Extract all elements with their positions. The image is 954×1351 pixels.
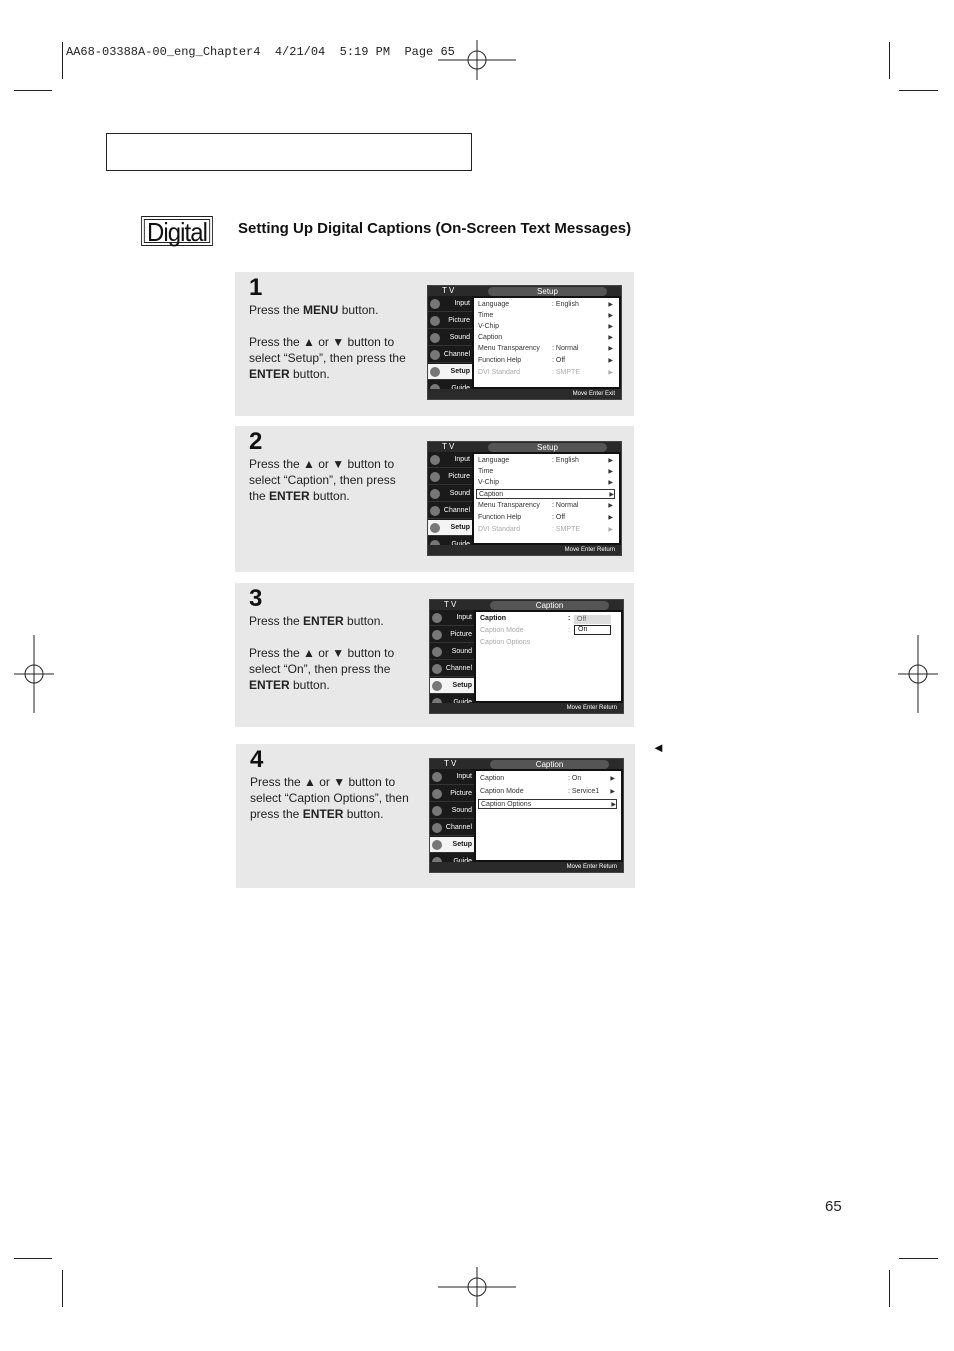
tv-sidebar: [428, 296, 472, 389]
step-1: [235, 272, 634, 416]
menu-title: Caption: [490, 601, 609, 610]
menu-row: Caption Options: [480, 639, 531, 646]
sidebar-item-setup: Setup: [430, 678, 474, 694]
crop-mark: [889, 42, 890, 79]
crop-mark: [62, 42, 63, 79]
menu-title: Setup: [488, 287, 607, 296]
step-3: [235, 583, 634, 727]
menu-row: Caption : On ▶: [480, 775, 615, 782]
step-number: 2: [249, 428, 263, 455]
menu-row: Language : English ▶: [478, 301, 613, 308]
section-title: Setting Up Digital Captions (On-Screen Text Messages): [238, 220, 632, 237]
tv-sidebar: [428, 452, 472, 545]
page-number: 65: [825, 1198, 842, 1215]
crop-mark: [62, 1270, 63, 1307]
sidebar-item-picture: Picture: [428, 313, 472, 329]
crop-mark: [14, 90, 52, 91]
sidebar-item-input: Input: [428, 452, 472, 468]
sidebar-item-setup: Setup: [430, 837, 474, 853]
crop-mark: [14, 1258, 52, 1259]
step-2: [235, 426, 634, 572]
tv-screen: T V Caption Input Picture Sound Channel Setup Caption : On ▶ Caption Mode : Service1 ▶ Caption Options ▶ Move Enter Return: [429, 758, 624, 873]
menu-title: Caption: [490, 760, 609, 769]
step-number: 3: [249, 585, 263, 612]
step-instructions: Press the ▲ or ▼ button to select “Caption Options”, then press the ENTER button.: [250, 775, 409, 821]
sidebar-item-sound: Sound: [428, 330, 472, 346]
sidebar-item-sound: Sound: [428, 486, 472, 502]
menu-help-bar: Move Enter Return: [430, 862, 623, 872]
step-number: 1: [249, 274, 263, 301]
option-off: Off: [574, 615, 611, 624]
menu-row: Caption Mode : Service1 ▶: [480, 788, 615, 795]
step-instructions: Press the ENTER button. Press the ▲ or ▼ button to select “On”, then press the ENTER button.: [249, 614, 395, 692]
tv-sidebar: [430, 610, 474, 703]
registration-mark-icon: [438, 1267, 516, 1307]
crop-mark: [889, 1270, 890, 1307]
chapter-title-box: [106, 133, 472, 171]
menu-row: Function Help : Off ▶: [478, 514, 613, 521]
menu-row: Function Help : Off ▶: [478, 357, 613, 364]
sidebar-item-sound: Sound: [430, 644, 474, 660]
arrow-marker-icon: ◄: [652, 740, 665, 755]
tv-screen: T V Setup Input Picture Sound Channel Setup Language : English ▶ Time ▶ V-Chip ▶ Caption ▶ Menu Transparency : Normal ▶ Function Help : Off ▶ DVI Standard : SMPTE ▶ Move Enter Exit: [427, 285, 622, 400]
sidebar-item-picture: Picture: [430, 786, 474, 802]
sidebar-item-picture: Picture: [430, 627, 474, 643]
menu-row: DVI Standard : SMPTE ▶: [478, 526, 613, 533]
tv-screen: T V Caption Input Picture Sound Channel Setup Caption : Caption Mode : Caption Options Off On Move Enter Return: [429, 599, 624, 714]
menu-row: DVI Standard : SMPTE ▶: [478, 369, 613, 376]
crop-mark: [899, 1258, 938, 1259]
sidebar-item-picture: Picture: [428, 469, 472, 485]
menu-row-selected: Caption Options ▶: [478, 799, 617, 809]
step-instructions: Press the MENU button. Press the ▲ or ▼ button to select “Setup”, then press the ENTER button.: [249, 303, 406, 381]
sidebar-item-channel: Channel: [428, 347, 472, 363]
menu-row: V-Chip ▶: [478, 479, 613, 486]
menu-row: Caption Mode :: [480, 627, 570, 634]
step-4: [236, 744, 635, 888]
menu-panel: [474, 298, 619, 387]
sidebar-item-input: Input: [430, 769, 474, 785]
menu-help-bar: Move Enter Return: [428, 545, 621, 555]
menu-title: Setup: [488, 443, 607, 452]
menu-panel: [476, 771, 621, 860]
menu-panel: [476, 612, 621, 701]
sidebar-item-setup: Setup: [428, 520, 472, 536]
tv-sidebar: [430, 769, 474, 862]
menu-panel: [474, 454, 619, 543]
menu-row: Language : English ▶: [478, 457, 613, 464]
menu-help-bar: Move Enter Exit: [428, 389, 621, 399]
sidebar-item-channel: Channel: [430, 661, 474, 677]
registration-mark-icon: [14, 635, 54, 713]
menu-row: Caption :: [480, 615, 571, 622]
tv-screen: T V Setup Input Picture Sound Channel Setup Language : English ▶ Time ▶ V-Chip ▶ Caption ▶ Menu Transparency : Normal ▶ Function Help : Off ▶ DVI Standard : SMPTE ▶ Move Enter Return: [427, 441, 622, 556]
menu-row: Time ▶: [478, 468, 613, 475]
step-instructions: Press the ▲ or ▼ button to select “Caption”, then press the ENTER button.: [249, 457, 396, 503]
menu-row: Caption ▶: [478, 334, 613, 341]
sidebar-item-sound: Sound: [430, 803, 474, 819]
sidebar-item-input: Input: [430, 610, 474, 626]
sidebar-item-input: Input: [428, 296, 472, 312]
sidebar-item-setup: Setup: [428, 364, 472, 380]
sidebar-item-channel: Channel: [428, 503, 472, 519]
menu-row: Menu Transparency : Normal ▶: [478, 502, 613, 509]
print-header: AA68-03388A-00_eng_Chapter4 4/21/04 5:19 PM Page 65: [66, 45, 455, 59]
digital-logo: Digital: [141, 216, 213, 246]
step-number: 4: [250, 746, 264, 773]
crop-mark: [899, 90, 938, 91]
menu-help-bar: Move Enter Return: [430, 703, 623, 713]
sidebar-item-channel: Channel: [430, 820, 474, 836]
option-on: On: [574, 625, 611, 635]
menu-row-selected: Caption ▶: [476, 489, 615, 499]
menu-row: Time ▶: [478, 312, 613, 319]
menu-row: Menu Transparency : Normal ▶: [478, 345, 613, 352]
registration-mark-icon: [898, 635, 938, 713]
menu-row: V-Chip ▶: [478, 323, 613, 330]
